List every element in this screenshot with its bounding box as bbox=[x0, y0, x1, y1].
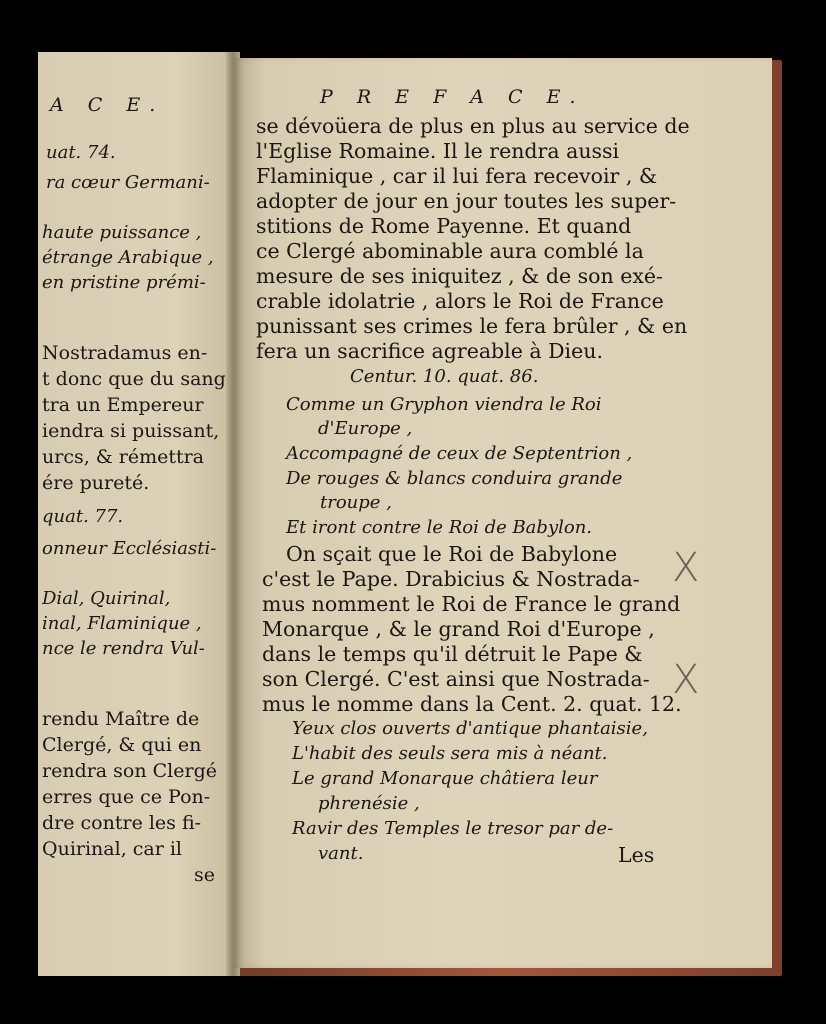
text-line: adopter de jour en jour toutes les super- bbox=[256, 189, 677, 213]
text-line: urcs, & rémettra bbox=[42, 446, 205, 468]
verse-line: Le grand Monarque châtiera leur bbox=[292, 768, 598, 789]
text-line: fera un sacrifice agreable à Dieu. bbox=[256, 339, 603, 363]
text-line: onneur Ecclésiasti- bbox=[42, 538, 217, 559]
handwritten-mark: X bbox=[672, 545, 700, 591]
verse-line: Comme un Gryphon viendra le Roi bbox=[286, 394, 602, 415]
verse-line: Accompagné de ceux de Septentrion , bbox=[286, 443, 633, 464]
text-line: Clergé, & qui en bbox=[42, 734, 202, 756]
verse-line: Et iront contre le Roi de Babylon. bbox=[286, 517, 593, 538]
text-line: iendra si puissant, bbox=[42, 420, 220, 442]
text-line: rendu Maître de bbox=[42, 708, 200, 730]
text-line: inal, Flaminique , bbox=[42, 613, 202, 634]
text-line: Monarque , & le grand Roi d'Europe , bbox=[262, 617, 655, 641]
text-line: en pristine prémi- bbox=[42, 272, 206, 293]
text-line: Dial, Quirinal, bbox=[42, 588, 171, 609]
verse-line: Ravir des Temples le tresor par de- bbox=[292, 818, 614, 839]
text-line: l'Eglise Romaine. Il le rendra aussi bbox=[256, 139, 620, 163]
verse-line: De rouges & blancs conduira grande bbox=[286, 468, 623, 489]
verse-line: L'habit des seuls sera mis à néant. bbox=[292, 743, 608, 764]
text-line: erres que ce Pon- bbox=[42, 786, 211, 808]
text-line: haute puissance , bbox=[42, 222, 202, 243]
text-line: c'est le Pape. Drabicius & Nostrada- bbox=[262, 567, 640, 591]
text-line: dans le temps qu'il détruit le Pape & bbox=[262, 642, 643, 666]
text-line: t donc que du sang bbox=[42, 368, 226, 390]
text-line: mus nomment le Roi de France le grand bbox=[262, 592, 681, 616]
text-line: tra un Empereur bbox=[42, 394, 204, 416]
left-page-header: A C E. bbox=[50, 94, 165, 116]
text-line: ra cœur Germani- bbox=[46, 172, 210, 193]
verse-line: vant. bbox=[318, 843, 364, 864]
text-line: mus le nomme dans la Cent. 2. quat. 12. bbox=[262, 692, 682, 716]
text-line: Nostradamus en- bbox=[42, 342, 208, 364]
text-line: punissant ses crimes le fera brûler , & en bbox=[256, 314, 688, 338]
text-line: mesure de ses iniquitez , & de son exé- bbox=[256, 264, 663, 288]
text-line: rendra son Clergé bbox=[42, 760, 217, 782]
catchword: se bbox=[194, 864, 215, 886]
text-line: ére pureté. bbox=[42, 472, 150, 494]
text-line: nce le rendra Vul- bbox=[42, 638, 205, 659]
verse-line: Yeux clos ouverts d'antique phantaisie, bbox=[292, 718, 648, 739]
text-line: stitions de Rome Payenne. Et quand bbox=[256, 214, 632, 238]
text-line: crable idolatrie , alors le Roi de France bbox=[256, 289, 664, 313]
verse-line: d'Europe , bbox=[318, 418, 413, 439]
left-page bbox=[38, 52, 236, 976]
verse-line: troupe , bbox=[320, 492, 392, 513]
right-page bbox=[234, 58, 772, 968]
text-line: dre contre les fi- bbox=[42, 812, 202, 834]
handwritten-mark: X bbox=[672, 657, 700, 703]
quatrain-reference: Centur. 10. quat. 86. bbox=[350, 366, 539, 387]
text-line: ce Clergé abominable aura comblé la bbox=[256, 239, 644, 263]
text-line: uat. 74. bbox=[46, 142, 116, 163]
catchword: Les bbox=[618, 843, 655, 867]
text-line: Quirinal, car il bbox=[42, 838, 183, 860]
text-line: son Clergé. C'est ainsi que Nostrada- bbox=[262, 667, 650, 691]
right-page-header: P R E F A C E. bbox=[320, 86, 585, 108]
text-line: On sçait que le Roi de Babylone bbox=[286, 542, 618, 566]
verse-line: phrenésie , bbox=[318, 793, 420, 814]
text-line: quat. 77. bbox=[42, 506, 124, 527]
text-line: se dévoüera de plus en plus au service de bbox=[256, 114, 690, 138]
text-line: Flaminique , car il lui fera recevoir , & bbox=[256, 164, 658, 188]
text-line: étrange Arabique , bbox=[42, 247, 214, 268]
